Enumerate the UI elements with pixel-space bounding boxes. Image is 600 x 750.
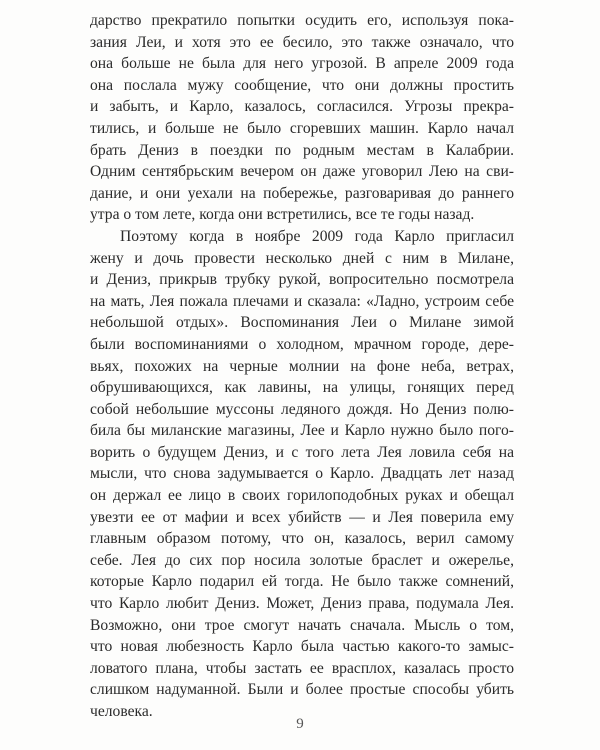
text-line: обрушивающихся, как лавины, на улицы, гонящих перед xyxy=(90,379,514,397)
text-line: человека. xyxy=(90,703,153,720)
text-line: Возможно, они трое смогут начать сначала. Мысль о том, xyxy=(90,616,514,634)
text-line: себе. Лея до сих пор носила золотые браслет и ожерелье, xyxy=(90,551,514,569)
text-line: дарство прекратило попытки осудить его, используя пока- xyxy=(90,12,514,29)
text-line: которые Карло подарил ей тогда. Не было также сомнений, xyxy=(90,573,514,591)
text-line: и забыть, и Карло, казалось, согласился. Угрозы прекра- xyxy=(90,98,514,116)
text-line: небольшой отдых». Воспоминания Леи о Милане зимой xyxy=(90,314,514,332)
body-text xyxy=(90,10,514,723)
text-line: ворить о будущем Дениз, и с того лета Лея ловила себя на xyxy=(90,443,514,461)
text-line: слишком надуманной. Были и более простые способы убить xyxy=(90,681,514,699)
text-line: на мать, Лея пожала плечами и сказала: «Ладно, устроим себе xyxy=(90,292,514,310)
text-line: била бы миланские магазины, Лее и Карло нужно было пого- xyxy=(90,422,514,440)
text-line: тились, и больше не было сгоревших машин. Карло начал xyxy=(90,119,514,137)
text-line: были воспоминаниями о холодном, мрачном городе, дере- xyxy=(90,335,514,353)
page-number: 9 xyxy=(296,716,304,732)
text-line: главным образом потому, что он, казалось, верил самому xyxy=(90,530,514,548)
text-line: она послала мужу сообщение, что они должны простить xyxy=(90,76,514,94)
text-line: Одним сентябрьским вечером он даже уговорил Лею на сви- xyxy=(90,163,514,181)
text-line: Поэтому когда в ноябре 2009 года Карло пригласил xyxy=(120,227,514,245)
paragraph xyxy=(90,226,514,723)
paragraph xyxy=(90,10,514,226)
text-line: мысли, что снова задумывается о Карло. Двадцать лет назад xyxy=(90,465,514,483)
text-line: он держал ее лицо в своих горилоподобных руках и обещал xyxy=(90,487,514,505)
text-line: зания Леи, и хотя это ее бесило, это также означало, что xyxy=(90,33,514,51)
text-line: ловатого плана, чтобы застать ее врасплох, казалась просто xyxy=(90,659,514,677)
text-line: вьях, похожих на черные молнии на фоне неба, ветрах, xyxy=(90,357,514,375)
text-line: и Дениз, прикрыв трубку рукой, вопросительно посмотрела xyxy=(90,271,514,289)
text-line: собой небольшие муссоны ледяного дождя. Но Дениз полю- xyxy=(90,400,514,418)
text-line: что Карло любит Дениз. Может, Дениз права, подумала Лея. xyxy=(90,595,514,613)
text-line: что новая любезность Карло была частью какого-то замыс- xyxy=(90,638,514,656)
text-line: дание, и они уехали на побережье, разговаривая до раннего xyxy=(90,184,514,202)
text-line: жену и дочь провести несколько дней с ним в Милане, xyxy=(90,249,514,267)
text-line: брать Дениз в поездки по родным местам в Калабрии. xyxy=(90,141,514,159)
text-line: утра о том лете, когда они встретились, все те годы назад. xyxy=(90,206,475,224)
text-line: увезти ее от мафии и всех убийств — и Лея поверила ему xyxy=(90,508,514,526)
text-line: она больше не была для него угрозой. В апреле 2009 года xyxy=(90,55,514,73)
